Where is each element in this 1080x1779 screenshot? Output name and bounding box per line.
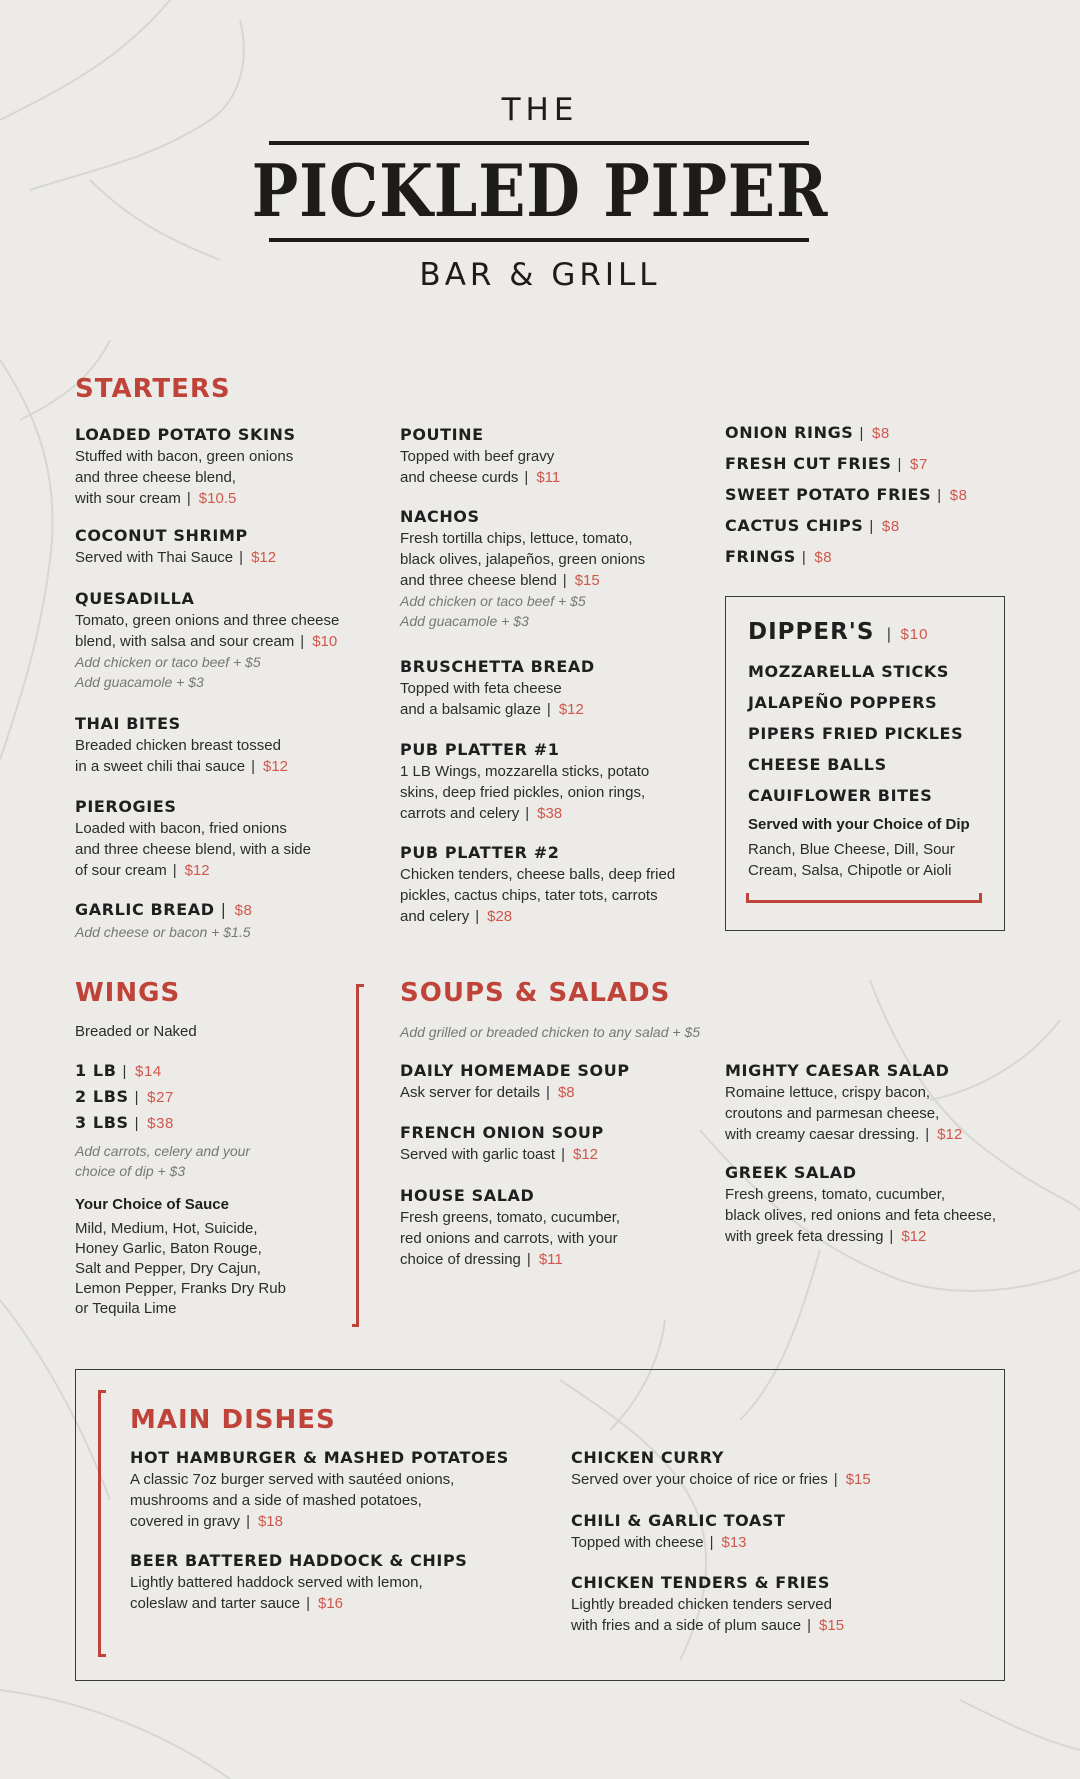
wing-size-price: $38 — [147, 1115, 174, 1132]
menu-item-description: Fresh tortilla chips, lettuce, tomato, — [400, 530, 633, 547]
price-separator: | — [475, 908, 480, 925]
side-item: FRESH CUT FRIES | $7 — [725, 454, 928, 473]
menu-item-price: $15 — [845, 1471, 871, 1488]
menu-item-description: red onions and carrots, with your — [400, 1230, 618, 1247]
price-separator: | — [897, 456, 903, 473]
wings-add-line: Add carrots, celery and your — [75, 1143, 251, 1159]
side-item: FRINGS | $8 — [725, 547, 833, 566]
price-separator: | — [220, 900, 227, 919]
price-separator: | — [122, 1063, 127, 1080]
menu-item-addon: Add cheese or bacon + $1.5 — [75, 924, 251, 940]
menu-item-price: $15 — [819, 1617, 845, 1634]
price-separator: | — [306, 1595, 310, 1612]
dippers-underline — [746, 900, 982, 903]
menu-item-name: DAILY HOMEMADE SOUP — [400, 1061, 630, 1080]
brand-the: THE — [501, 92, 579, 128]
menu-item — [400, 1060, 700, 1103]
price-separator: | — [562, 572, 567, 589]
price-separator: | — [134, 1115, 140, 1132]
menu-item-description: Served with garlic toast | $12 — [400, 1146, 599, 1163]
menu-item-name: BRUSCHETTA BREAD — [400, 657, 595, 676]
menu-item-description: Topped with beef gravy — [400, 448, 555, 465]
menu-item-description: with creamy caesar dressing. | $12 — [725, 1126, 963, 1143]
brand-rule-top — [269, 141, 809, 145]
price-separator: | — [246, 1513, 250, 1530]
menu-item-name: HOUSE SALAD — [400, 1186, 535, 1205]
menu-item-name: PUB PLATTER #2 — [400, 843, 560, 862]
menu-item — [571, 1572, 971, 1636]
menu-item-name: CHICKEN TENDERS & FRIES — [571, 1573, 830, 1592]
price-separator: | — [524, 469, 529, 486]
menu-item-name: QUESADILLA — [75, 589, 195, 608]
starters-title: STARTERS — [75, 374, 231, 404]
menu-item — [75, 588, 375, 692]
price-separator: | — [937, 487, 942, 504]
mains-bracket-tick-top — [98, 1390, 106, 1393]
menu-item-addon: Add guacamole + $3 — [400, 613, 529, 629]
menu-item-description: and three cheese blend | $15 — [400, 572, 600, 589]
menu-item — [400, 656, 700, 720]
menu-item-name: PUB PLATTER #1 — [400, 740, 560, 759]
menu-item-price: $12 — [184, 862, 210, 879]
menu-item-description: pickles, cactus chips, tater tots, carrots — [400, 887, 658, 904]
menu-item — [400, 424, 700, 488]
wing-size-price: $27 — [147, 1089, 174, 1106]
menu-item-name: HOT HAMBURGER & MASHED POTATOES — [130, 1448, 509, 1467]
menu-item-description: and celery | $28 — [400, 908, 513, 925]
menu-item-price: $11 — [538, 1251, 563, 1268]
menu-item-description: Romaine lettuce, crispy bacon, — [725, 1084, 931, 1101]
wings-divider-tick-bottom — [352, 1324, 359, 1327]
menu-item-description: carrots and celery | $38 — [400, 805, 563, 822]
menu-item-description: and cheese curds | $11 — [400, 469, 561, 486]
menu-item-name: LOADED POTATO SKINS — [75, 425, 296, 444]
menu-item-name: CHICKEN CURRY — [571, 1448, 725, 1467]
menu-item-description: in a sweet chili thai sauce | $12 — [75, 758, 289, 775]
menu-item — [571, 1510, 971, 1553]
menu-item-description: Ask server for details | $8 — [400, 1084, 575, 1101]
menu-item — [400, 1122, 700, 1165]
menu-item-description: black olives, red onions and feta cheese, — [725, 1207, 997, 1224]
brand-subtitle: BAR & GRILL — [419, 257, 661, 293]
menu-item-price: $12 — [558, 701, 584, 718]
mains-bracket-tick-bottom — [98, 1654, 106, 1657]
dippers-title: DIPPER'S — [748, 619, 875, 645]
side-item-price: $8 — [814, 549, 833, 566]
dippers-underline-tick-left — [746, 893, 749, 903]
wings-divider-tick-top — [356, 984, 364, 987]
menu-item-name: PIEROGIES — [75, 797, 177, 816]
menu-item — [75, 796, 375, 881]
price-separator: | — [546, 1084, 550, 1101]
menu-item-description: with greek feta dressing | $12 — [725, 1228, 927, 1245]
price-separator: | — [134, 1089, 140, 1106]
menu-item-description: skins, deep fried pickles, onion rings, — [400, 784, 646, 801]
menu-item-description: black olives, jalapeños, green onions — [400, 551, 646, 568]
price-separator: | — [525, 805, 530, 822]
price-separator: | — [807, 1617, 812, 1634]
brand-rule-bottom — [269, 238, 809, 242]
menu-item-price: $12 — [901, 1228, 927, 1245]
price-separator: | — [526, 1251, 531, 1268]
side-item-price: $8 — [881, 518, 900, 535]
main-dishes-title: MAIN DISHES — [130, 1405, 336, 1435]
menu-item-price: $28 — [487, 908, 513, 925]
menu-item-description: Topped with feta cheese — [400, 680, 562, 697]
menu-item-price: $13 — [721, 1534, 747, 1551]
menu-item-description: covered in gravy | $18 — [130, 1513, 283, 1530]
price-separator: | — [186, 490, 191, 507]
menu-item-name: MIGHTY CAESAR SALAD — [725, 1061, 950, 1080]
menu-item-price: $18 — [257, 1513, 283, 1530]
dipper-item: CAUIFLOWER BITES — [748, 786, 933, 805]
sauce-list-line: Lemon Pepper, Franks Dry Rub — [75, 1280, 286, 1297]
side-item-price: $8 — [871, 425, 890, 442]
menu-item-price: $10 — [312, 633, 338, 650]
menu-item — [400, 1185, 700, 1270]
menu-item-description: Stuffed with bacon, green onions — [75, 448, 294, 465]
menu-item-description: Fresh greens, tomato, cucumber, — [725, 1186, 946, 1203]
price-separator: | — [172, 862, 177, 879]
soups-note: Add grilled or breaded chicken to any salad + $5 — [400, 1024, 701, 1040]
dippers-underline-tick-right — [979, 893, 982, 903]
side-item: CACTUS CHIPS | $8 — [725, 516, 900, 535]
menu-item-price: $8 — [557, 1084, 575, 1101]
menu-item — [571, 1447, 971, 1490]
menu-item-description: Chicken tenders, cheese balls, deep fried — [400, 866, 676, 883]
menu-item — [75, 899, 375, 942]
menu-item-name: THAI BITES — [75, 714, 181, 733]
menu-item — [130, 1447, 550, 1532]
menu-item-description: croutons and parmesan cheese, — [725, 1105, 940, 1122]
side-item-price: $7 — [910, 456, 928, 473]
menu-item-price: $16 — [318, 1595, 344, 1612]
menu-item-description: Fresh greens, tomato, cucumber, — [400, 1209, 621, 1226]
sauce-list-line: Honey Garlic, Baton Rouge, — [75, 1240, 262, 1257]
menu-item-price: $8 — [234, 902, 253, 919]
menu-item — [725, 1162, 1025, 1247]
menu-item-description: Topped with cheese | $13 — [571, 1534, 747, 1551]
price-separator: | — [925, 1126, 930, 1143]
menu-item-description: 1 LB Wings, mozzarella sticks, potato — [400, 763, 650, 780]
menu-item-name: CHILI & GARLIC TOAST — [571, 1511, 786, 1530]
price-separator: | — [869, 518, 874, 535]
menu-item-description: A classic 7oz burger served with sautéed onions, — [130, 1471, 455, 1488]
dipper-item: MOZZARELLA STICKS — [748, 662, 949, 681]
wings-title: WINGS — [75, 978, 181, 1008]
price-separator: | — [561, 1146, 565, 1163]
sauce-heading: Your Choice of Sauce — [75, 1196, 229, 1213]
price-separator: | — [833, 1471, 838, 1488]
menu-item-name: POUTINE — [400, 425, 484, 444]
price-separator: | — [709, 1534, 714, 1551]
sauce-list — [75, 1219, 286, 1319]
price-separator: | — [859, 425, 864, 442]
side-item-price: $8 — [949, 487, 968, 504]
price-separator: | — [251, 758, 255, 775]
wing-size-option: 2 LBS | $27 — [75, 1087, 174, 1106]
soups-salads-title: SOUPS & SALADS — [400, 978, 671, 1008]
menu-item-description: Loaded with bacon, fried onions — [75, 820, 287, 837]
menu-item-description: with sour cream | $10.5 — [75, 490, 237, 507]
menu-item — [75, 424, 375, 509]
menu-item — [400, 842, 700, 927]
price-separator: | — [889, 1228, 894, 1245]
menu-item-name: BEER BATTERED HADDOCK & CHIPS — [130, 1551, 468, 1570]
menu-item-name: GARLIC BREAD | $8 — [75, 900, 253, 919]
menu-item-description: and three cheese blend, — [75, 469, 236, 486]
menu-item-price: $12 — [937, 1126, 963, 1143]
dip-heading: Served with your Choice of Dip — [748, 816, 970, 833]
menu-item-name: COCONUT SHRIMP — [75, 526, 248, 545]
sauce-list-line: or Tequila Lime — [75, 1300, 177, 1317]
dipper-item: JALAPEÑO POPPERS — [748, 693, 938, 712]
menu-item-description: Breaded chicken breast tossed — [75, 737, 281, 754]
menu-item — [130, 1550, 550, 1614]
menu-item-description: Served with Thai Sauce | $12 — [75, 549, 277, 566]
menu-item-price: $12 — [251, 549, 277, 566]
menu-item-price: $38 — [537, 805, 563, 822]
menu-item-name: NACHOS — [400, 507, 480, 526]
price-separator: | — [801, 549, 807, 566]
menu-item-price: $11 — [536, 469, 561, 486]
wing-size-price: $14 — [135, 1063, 162, 1080]
dipper-item: PIPERS FRIED PICKLES — [748, 724, 964, 743]
menu-item-addon: Add guacamole + $3 — [75, 674, 204, 690]
price-separator: | — [300, 633, 305, 650]
menu-item-name: GREEK SALAD — [725, 1163, 857, 1182]
menu-item-description: of sour cream | $12 — [75, 862, 210, 879]
menu-item-price: $15 — [574, 572, 600, 589]
menu-item-name: FRENCH ONION SOUP — [400, 1123, 604, 1142]
price-separator: | — [239, 549, 244, 566]
menu-item-description: and a balsamic glaze | $12 — [400, 701, 584, 718]
price-separator: | — [546, 701, 551, 718]
menu-item-description: Served over your choice of rice or fries | $15 — [571, 1471, 871, 1488]
menu-item-description: with fries and a side of plum sauce | $15 — [571, 1617, 845, 1634]
side-item: SWEET POTATO FRIES | $8 — [725, 485, 968, 504]
menu-item — [75, 525, 375, 568]
dip-options-line: Cream, Salsa, Chipotle or Aioli — [748, 862, 952, 879]
menu-item-description: mushrooms and a side of mashed potatoes, — [130, 1492, 422, 1509]
menu-item-description: Lightly breaded chicken tenders served — [571, 1596, 832, 1613]
sauce-list-line: Salt and Pepper, Dry Cajun, — [75, 1260, 261, 1277]
menu-item-addon: Add chicken or taco beef + $5 — [75, 654, 261, 670]
wing-size-option: 1 LB | $14 — [75, 1061, 162, 1080]
dip-options-line: Ranch, Blue Cheese, Dill, Sour — [748, 841, 955, 858]
menu-item — [400, 506, 700, 631]
menu-item — [725, 1060, 1025, 1145]
dipper-item: CHEESE BALLS — [748, 755, 887, 774]
menu-item-description: blend, with salsa and sour cream | $10 — [75, 633, 338, 650]
sauce-list-line: Mild, Medium, Hot, Suicide, — [75, 1220, 258, 1237]
wings-style: Breaded or Naked — [75, 1023, 197, 1040]
side-item: ONION RINGS | $8 — [725, 423, 890, 442]
menu-item-description: choice of dressing | $11 — [400, 1251, 563, 1268]
menu-item-addon: Add chicken or taco beef + $5 — [400, 593, 586, 609]
menu-item-description: coleslaw and tarter sauce | $16 — [130, 1595, 344, 1612]
wings-add-line: choice of dip + $3 — [75, 1163, 186, 1179]
dippers-price: $10 — [900, 626, 929, 643]
wings-divider-line — [356, 984, 359, 1327]
menu-item-price: $10.5 — [198, 490, 237, 507]
menu-item-price: $12 — [572, 1146, 599, 1163]
menu-item — [400, 739, 700, 824]
menu-item — [75, 713, 375, 777]
menu-item-price: $12 — [263, 758, 289, 775]
menu-item-description: Lightly battered haddock served with lemon, — [130, 1574, 423, 1591]
brand-name: PICKLED PIPER — [251, 148, 829, 233]
wing-size-option: 3 LBS | $38 — [75, 1113, 174, 1132]
menu-item-description: Tomato, green onions and three cheese — [75, 612, 340, 629]
mains-bracket-line — [98, 1390, 101, 1657]
menu-item-description: and three cheese blend, with a side — [75, 841, 311, 858]
dippers-box: DIPPER'S | $10 MOZZARELLA STICKS JALAPEÑO POPPERS PIPERS FRIED PICKLES CHEESE BALLS CAUIFLOWER BITES Served with your Choice of Dip Ranch, Blue Cheese, Dill, Sour Cream, Salsa, Chipotle or Aioli — [725, 596, 1005, 931]
